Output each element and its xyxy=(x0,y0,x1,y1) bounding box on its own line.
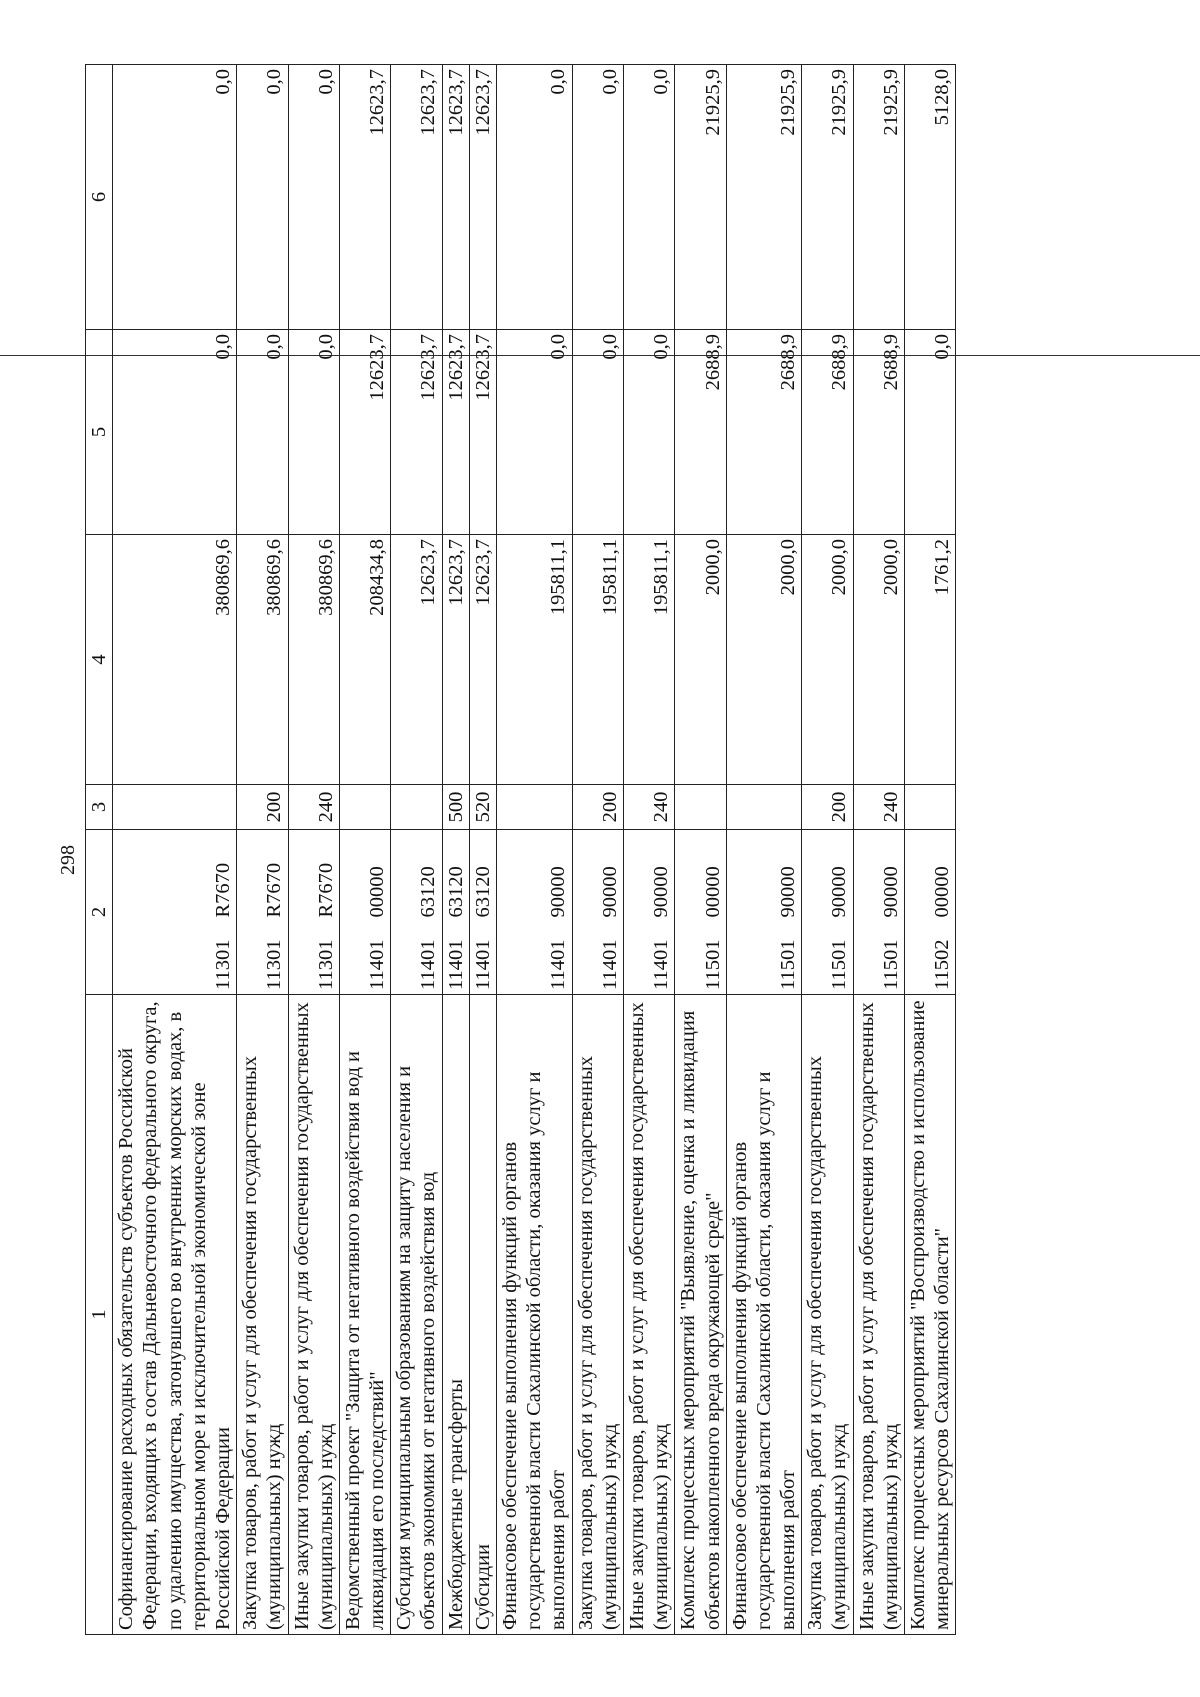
row-expense-type: 240 xyxy=(623,785,674,830)
row-value-col6: 12623,7 xyxy=(339,65,390,330)
row-name: Закупка товаров, работ и услуг для обеспечения государственных (муниципальных) нужд xyxy=(237,995,288,1635)
code-program: 11301 xyxy=(263,939,286,990)
row-expense-type xyxy=(391,785,442,830)
row-name: Финансовое обеспечение выполнения функций органов государственной власти Сахалинской области, оказания услуг и выполнения работ xyxy=(497,995,573,1635)
row-value-col4: 2000,0 xyxy=(802,535,853,785)
row-value-col6: 0,0 xyxy=(497,65,573,330)
row-code xyxy=(339,830,390,995)
code-program: 11401 xyxy=(417,939,440,990)
row-code xyxy=(113,830,237,995)
code-program: 11501 xyxy=(777,939,800,990)
row-value-col5: 2688,9 xyxy=(675,330,726,535)
row-value-col4: 380869,6 xyxy=(237,535,288,785)
table-row xyxy=(905,65,956,1635)
row-name: Иные закупки товаров, работ и услуг для обеспечения государственных (муниципальных) нужд xyxy=(623,995,674,1635)
page-number: 298 xyxy=(57,845,79,875)
row-value-col5: 12623,7 xyxy=(339,330,390,535)
row-code xyxy=(391,830,442,995)
row-value-col4: 12623,7 xyxy=(469,535,496,785)
row-value-col5: 0,0 xyxy=(497,330,573,535)
row-expense-type xyxy=(675,785,726,830)
row-expense-type: 500 xyxy=(442,785,469,830)
row-value-col5: 2688,9 xyxy=(802,330,853,535)
row-name: Межбюджетные трансферты xyxy=(442,995,469,1635)
row-name: Комплекс процессных мероприятий "Воспроизводство и использование минеральных ресурсов Сахалинской области" xyxy=(905,995,956,1635)
row-expense-type xyxy=(497,785,573,830)
code-program: 11301 xyxy=(314,939,337,990)
row-expense-type: 240 xyxy=(288,785,339,830)
row-value-col4: 208434,8 xyxy=(339,535,390,785)
table-row xyxy=(623,65,674,1635)
row-code xyxy=(905,830,956,995)
row-value-col6: 12623,7 xyxy=(442,65,469,330)
code-direction: R7670 xyxy=(263,862,286,918)
table-row xyxy=(288,65,339,1635)
table-row xyxy=(572,65,623,1635)
header-col-5: 5 xyxy=(86,330,113,535)
row-value-col6: 0,0 xyxy=(572,65,623,330)
row-expense-type: 200 xyxy=(802,785,853,830)
row-value-col6: 0,0 xyxy=(288,65,339,330)
row-value-col5: 0,0 xyxy=(572,330,623,535)
row-value-col6: 12623,7 xyxy=(391,65,442,330)
row-value-col6: 21925,9 xyxy=(853,65,904,330)
code-program: 11301 xyxy=(211,939,234,990)
row-name: Софинансирование расходных обязательств субъектов Российской Федерации, входящих в состав Дальневосточного федерального округа, по удалению имущества, затонувшего во внутренних морских водах, в территориальном море и исключительной экономической зоне Российской Федерации xyxy=(113,995,237,1635)
code-program: 11401 xyxy=(444,939,467,990)
code-direction: 90000 xyxy=(777,866,800,918)
row-expense-type xyxy=(726,785,802,830)
code-direction: 90000 xyxy=(879,866,902,918)
row-value-col6: 0,0 xyxy=(113,65,237,330)
row-expense-type xyxy=(339,785,390,830)
header-col-1: 1 xyxy=(86,995,113,1635)
header-col-2: 2 xyxy=(86,830,113,995)
row-value-col4: 12623,7 xyxy=(391,535,442,785)
row-code xyxy=(469,830,496,995)
row-name: Ведомственный проект "Защита от негативного воздействия вод и ликвидация его последствий" xyxy=(339,995,390,1635)
row-code xyxy=(288,830,339,995)
row-name: Закупка товаров, работ и услуг для обеспечения государственных (муниципальных) нужд xyxy=(572,995,623,1635)
table-row xyxy=(442,65,469,1635)
code-program: 11401 xyxy=(650,939,673,990)
table-row xyxy=(853,65,904,1635)
row-value-col4: 2000,0 xyxy=(675,535,726,785)
row-name: Закупка товаров, работ и услуг для обеспечения государственных (муниципальных) нужд xyxy=(802,995,853,1635)
row-value-col5: 12623,7 xyxy=(442,330,469,535)
row-value-col4: 380869,6 xyxy=(288,535,339,785)
table-row xyxy=(237,65,288,1635)
row-code xyxy=(726,830,802,995)
code-direction: 90000 xyxy=(650,866,673,918)
header-row xyxy=(86,65,113,1635)
row-expense-type: 200 xyxy=(237,785,288,830)
row-value-col4: 195811,1 xyxy=(572,535,623,785)
row-name: Финансовое обеспечение выполнения функций органов государственной власти Сахалинской области, оказания услуг и выполнения работ xyxy=(726,995,802,1635)
row-value-col6: 12623,7 xyxy=(469,65,496,330)
row-value-col5: 12623,7 xyxy=(391,330,442,535)
row-expense-type xyxy=(113,785,237,830)
code-direction: R7670 xyxy=(211,862,234,918)
row-expense-type: 520 xyxy=(469,785,496,830)
code-direction: 63120 xyxy=(471,866,494,918)
row-value-col6: 0,0 xyxy=(237,65,288,330)
table-row xyxy=(113,65,237,1635)
row-expense-type: 200 xyxy=(572,785,623,830)
table-row xyxy=(802,65,853,1635)
code-program: 11501 xyxy=(701,939,724,990)
row-value-col5: 2688,9 xyxy=(726,330,802,535)
row-code xyxy=(237,830,288,995)
row-value-col6: 21925,9 xyxy=(675,65,726,330)
row-expense-type xyxy=(905,785,956,830)
row-value-col5: 0,0 xyxy=(237,330,288,535)
code-direction: 00000 xyxy=(366,866,389,918)
code-direction: 63120 xyxy=(444,866,467,918)
row-value-col4: 380869,6 xyxy=(113,535,237,785)
code-direction: 90000 xyxy=(547,866,570,918)
row-name: Субсидия муниципальным образованиям на защиту населения и объектов экономики от негативного воздействия вод xyxy=(391,995,442,1635)
row-value-col5: 0,0 xyxy=(288,330,339,535)
row-value-col4: 12623,7 xyxy=(442,535,469,785)
row-value-col5: 12623,7 xyxy=(469,330,496,535)
table-row xyxy=(726,65,802,1635)
table-row xyxy=(391,65,442,1635)
row-value-col5: 2688,9 xyxy=(853,330,904,535)
row-value-col4: 195811,1 xyxy=(623,535,674,785)
row-code xyxy=(675,830,726,995)
row-value-col6: 21925,9 xyxy=(726,65,802,330)
row-value-col4: 2000,0 xyxy=(726,535,802,785)
row-name: Иные закупки товаров, работ и услуг для обеспечения государственных (муниципальных) нужд xyxy=(853,995,904,1635)
table-body xyxy=(113,65,956,1635)
code-direction: 90000 xyxy=(598,866,621,918)
row-value-col6: 0,0 xyxy=(623,65,674,330)
rotated-page xyxy=(55,55,1105,1645)
row-name: Иные закупки товаров, работ и услуг для обеспечения государственных (муниципальных) нужд xyxy=(288,995,339,1635)
code-program: 11401 xyxy=(471,939,494,990)
row-name: Комплекс процессных мероприятий "Выявление, оценка и ликвидация объектов накопленного вреда окружающей среде" xyxy=(675,995,726,1635)
code-direction: 00000 xyxy=(931,866,954,918)
row-value-col5: 0,0 xyxy=(905,330,956,535)
code-program: 11401 xyxy=(366,939,389,990)
code-program: 11502 xyxy=(931,939,954,990)
code-direction: 90000 xyxy=(828,866,851,918)
table-row xyxy=(469,65,496,1635)
header-col-3: 3 xyxy=(86,785,113,830)
table-row xyxy=(675,65,726,1635)
code-program: 11401 xyxy=(598,939,621,990)
row-value-col6: 21925,9 xyxy=(802,65,853,330)
row-code xyxy=(802,830,853,995)
row-value-col4: 1761,2 xyxy=(905,535,956,785)
row-value-col4: 195811,1 xyxy=(497,535,573,785)
row-value-col4: 2000,0 xyxy=(853,535,904,785)
row-code xyxy=(623,830,674,995)
code-program: 11501 xyxy=(879,939,902,990)
row-code xyxy=(497,830,573,995)
table-row xyxy=(497,65,573,1635)
code-direction: 63120 xyxy=(417,866,440,918)
row-value-col5: 0,0 xyxy=(113,330,237,535)
header-col-6: 6 xyxy=(86,65,113,330)
row-value-col6: 5128,0 xyxy=(905,65,956,330)
row-code xyxy=(442,830,469,995)
row-name: Субсидии xyxy=(469,995,496,1635)
row-code xyxy=(853,830,904,995)
code-program: 11501 xyxy=(828,939,851,990)
code-program: 11401 xyxy=(547,939,570,990)
budget-table xyxy=(85,64,956,1635)
row-expense-type: 240 xyxy=(853,785,904,830)
code-direction: R7670 xyxy=(314,862,337,918)
header-col-4: 4 xyxy=(86,535,113,785)
row-value-col5: 0,0 xyxy=(623,330,674,535)
code-direction: 00000 xyxy=(701,866,724,918)
row-code xyxy=(572,830,623,995)
table-row xyxy=(339,65,390,1635)
